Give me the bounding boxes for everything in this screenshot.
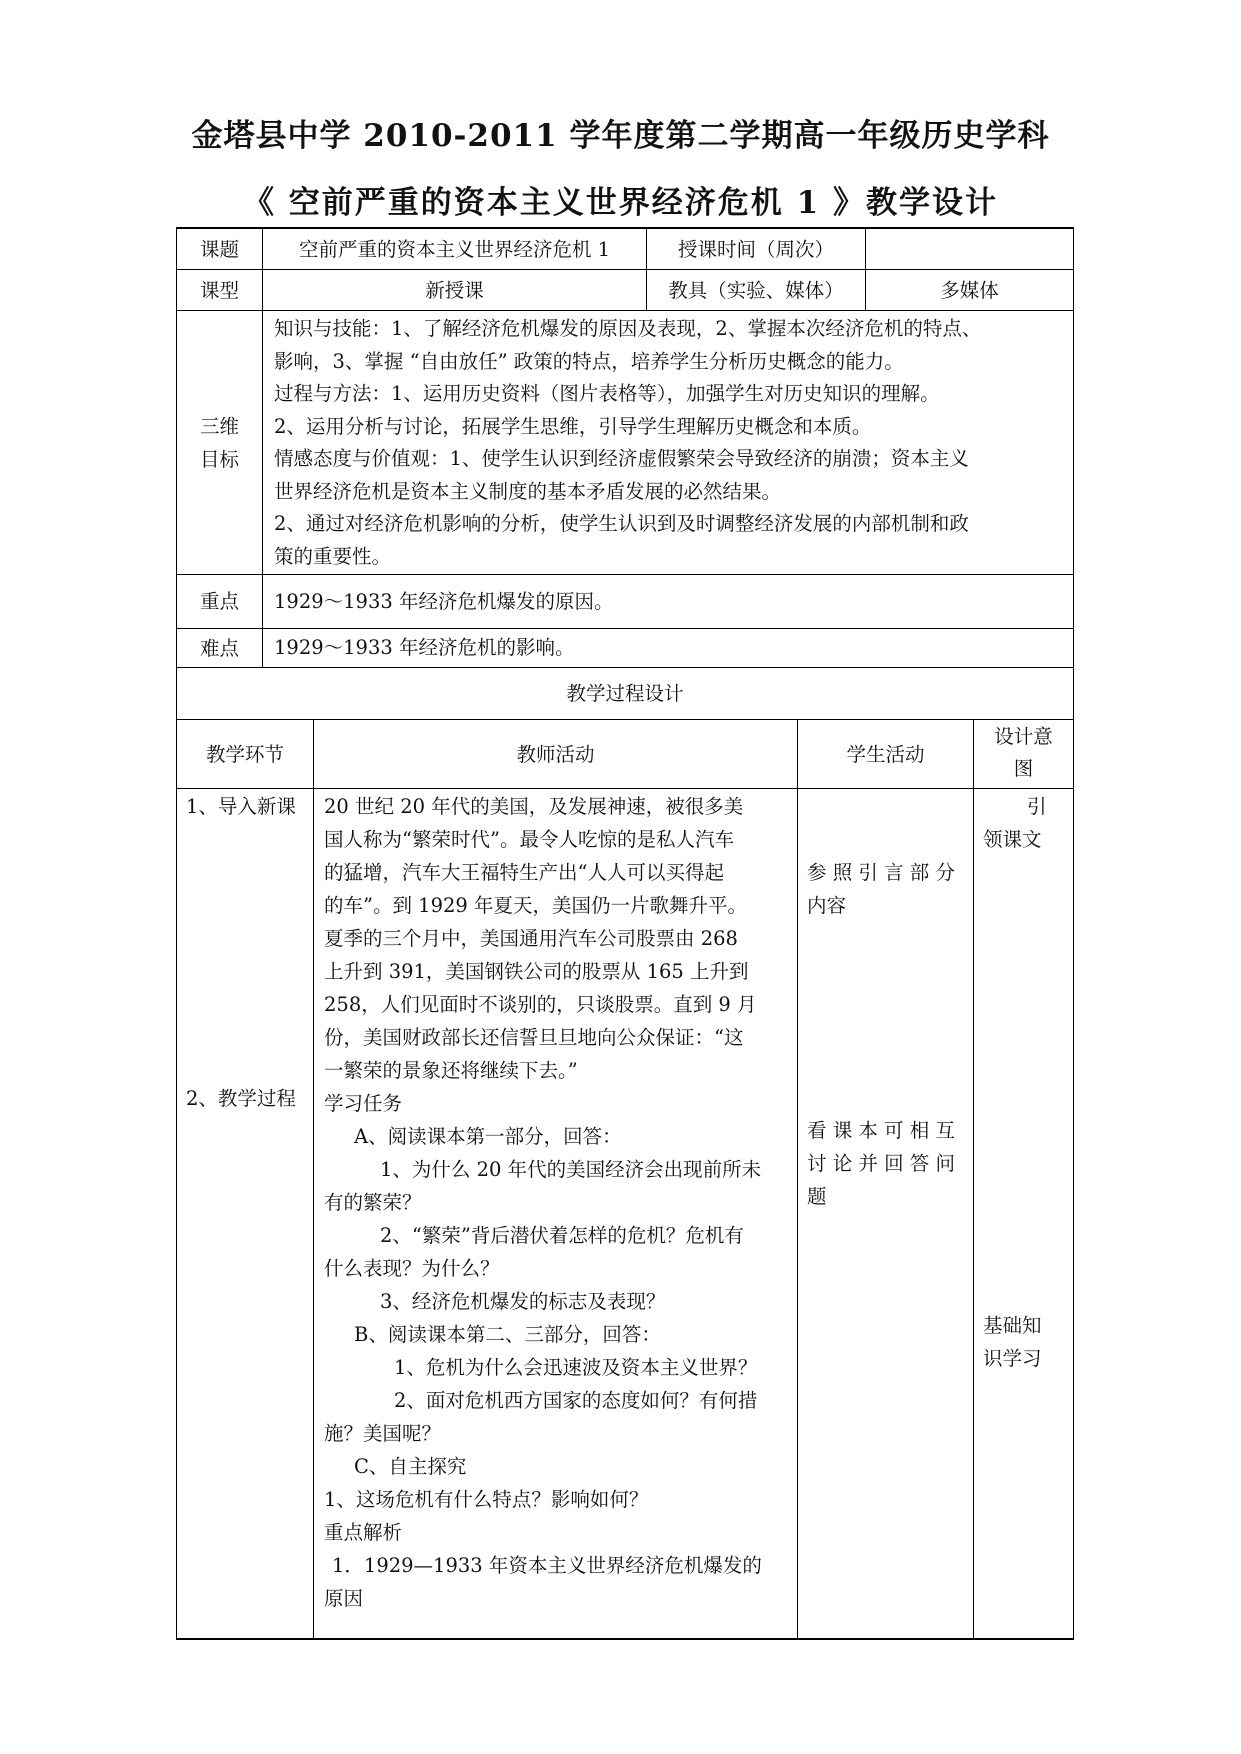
student-line: 内容 xyxy=(807,894,847,917)
document-title: 金塔县中学 2010-2011 学年度第二学期高一年级历史学科 xyxy=(191,118,1050,154)
teacher-activity xyxy=(324,790,796,1620)
teacher-line: 什么表现？为什么？ xyxy=(324,1257,500,1280)
student-activity-intro xyxy=(807,856,969,926)
goals-line: 过程与方法：1、运用历史资料（图片表格等），加强学生对历史知识的理解。 xyxy=(274,382,940,405)
key-value: 1929～1933 年经济危机爆发的原因。 xyxy=(274,590,614,613)
student-line: 看 课 本 可 相 互 xyxy=(807,1119,955,1142)
topic-label: 课题 xyxy=(199,237,239,261)
teacher-line: 1．1929—1933 年资本主义世界经济危机爆发的 xyxy=(332,1554,762,1577)
goals-label xyxy=(177,410,262,480)
header-intent-line-1: 设计意 xyxy=(994,725,1053,748)
student-activity-process xyxy=(807,1114,969,1218)
student-line: 讨 论 并 回 答 问 xyxy=(807,1152,955,1175)
intent-intro xyxy=(983,790,1071,860)
teacher-line: 1、危机为什么会迅速波及资本主义世界？ xyxy=(394,1356,758,1379)
difficulty-value: 1929～1933 年经济危机的影响。 xyxy=(274,636,575,659)
intent-line: 领课文 xyxy=(983,828,1042,851)
goals-line: 知识与技能：1、了解经济危机爆发的原因及表现，2、掌握本次经济危机的特点、 xyxy=(274,317,982,340)
stage-process: 2、教学过程 xyxy=(186,1087,296,1110)
stage-intro: 1、导入新课 xyxy=(186,795,296,818)
teacher-line: 重点解析 xyxy=(324,1521,403,1544)
topic-value: 空前严重的资本主义世界经济危机 1 xyxy=(298,237,611,261)
teacher-line: 2、“繁荣”背后潜伏着怎样的危机？危机有 xyxy=(380,1224,744,1247)
difficulty-label: 难点 xyxy=(199,636,239,660)
header-stage: 教学环节 xyxy=(205,742,284,766)
tools-label: 教具（实验、媒体） xyxy=(668,278,844,302)
goals-line: 影响，3、掌握 “自由放任” 政策的特点，培养学生分析历史概念的能力。 xyxy=(274,349,904,373)
teacher-line: B、阅读课本第二、三部分，回答： xyxy=(354,1323,661,1346)
teacher-line: 学习任务 xyxy=(324,1092,403,1115)
header-intent xyxy=(974,721,1073,787)
header-student: 学生活动 xyxy=(846,742,925,766)
teacher-line: 2、面对危机西方国家的态度如何？有何措 xyxy=(394,1389,758,1412)
student-line: 参 照 引 言 部 分 xyxy=(807,861,955,884)
teacher-line: 施？美国呢？ xyxy=(324,1422,442,1445)
lesson-title: 《 空前严重的资本主义世界经济危机 1 》教学设计 xyxy=(243,185,998,221)
intent-line: 基础知 xyxy=(983,1314,1042,1337)
teacher-line: 258，人们见面时不谈别的，只谈股票。直到 9 月 xyxy=(324,993,757,1016)
teacher-line: 20 世纪 20 年代的美国，及发展神速，被很多美 xyxy=(324,795,744,818)
teacher-line: A、阅读课本第一部分，回答： xyxy=(354,1125,622,1148)
teacher-line: 1、为什么 20 年代的美国经济会出现前所未 xyxy=(380,1158,762,1181)
intent-process xyxy=(983,1309,1071,1379)
intent-line: 引 xyxy=(1027,795,1047,818)
intent-line: 识学习 xyxy=(983,1347,1042,1370)
teacher-line: 的猛增，汽车大王福特生产出“人人可以买得起 xyxy=(324,861,724,884)
tools-value: 多媒体 xyxy=(940,278,999,302)
goals-line: 情感态度与价值观：1、使学生认识到经济虚假繁荣会导致经济的崩溃；资本主义 xyxy=(274,447,969,470)
teacher-line: 份，美国财政部长还信誓旦旦地向公众保证：“这 xyxy=(324,1026,744,1049)
teacher-line: 一繁荣的景象还将继续下去。” xyxy=(324,1059,578,1082)
teacher-line: 1、这场危机有什么特点？影响如何？ xyxy=(324,1488,649,1511)
time-label: 授课时间（周次） xyxy=(677,237,834,261)
header-teacher: 教师活动 xyxy=(516,742,595,766)
key-label: 重点 xyxy=(199,590,239,613)
goals-line: 策的重要性。 xyxy=(274,544,392,568)
type-value: 新授课 xyxy=(425,278,484,302)
teacher-line: 原因 xyxy=(324,1587,364,1610)
teacher-line: 3、经济危机爆发的标志及表现？ xyxy=(380,1290,666,1313)
goals-label-line-1: 三维 xyxy=(199,415,239,438)
goals-label-line-2: 目标 xyxy=(199,448,239,471)
teacher-line: 国人称为“繁荣时代”。最令人吃惊的是私人汽车 xyxy=(324,828,734,851)
time-value xyxy=(866,229,1073,269)
teacher-line: 有的繁荣？ xyxy=(324,1191,422,1214)
goals-line: 2、运用分析与讨论，拓展学生思维，引导学生理解历史概念和本质。 xyxy=(274,414,872,438)
teacher-line: 的车”。到 1929 年夏天，美国仍一片歌舞升平。 xyxy=(324,894,747,917)
header-intent-line-2: 图 xyxy=(1013,757,1034,780)
student-line: 题 xyxy=(807,1185,827,1208)
teacher-line: C、自主探究 xyxy=(354,1455,467,1478)
type-label: 课型 xyxy=(199,278,239,302)
teacher-line: 夏季的三个月中，美国通用汽车公司股票由 268 xyxy=(324,927,738,950)
teacher-line: 上升到 391，美国钢铁公司的股票从 165 上升到 xyxy=(324,960,749,983)
goals-line: 2、通过对经济危机影响的分析，使学生认识到及时调整经济发展的内部机制和政 xyxy=(274,512,969,535)
goals-content xyxy=(274,313,1071,573)
goals-line: 世界经济危机是资本主义制度的基本矛盾发展的必然结果。 xyxy=(274,479,782,503)
process-section-title: 教学过程设计 xyxy=(566,682,684,705)
